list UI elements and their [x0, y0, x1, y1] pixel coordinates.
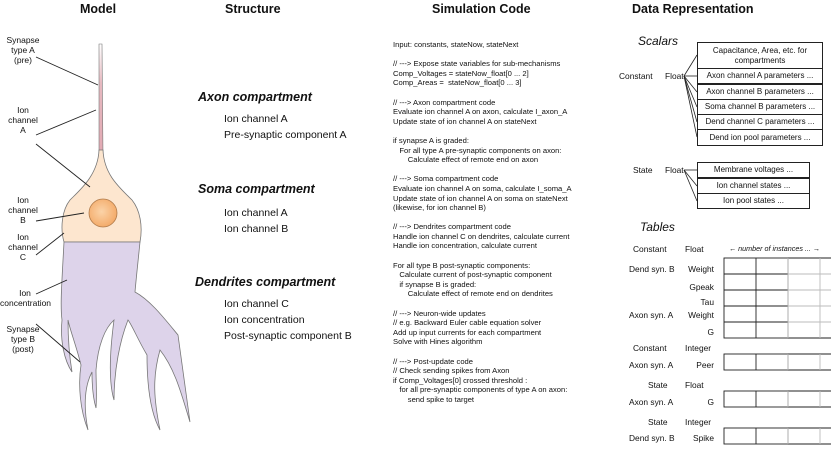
- code-line: (likewise, for ion channel B): [393, 203, 486, 213]
- table-group-label: Axon syn. A: [629, 360, 674, 370]
- label-synapse-type-b: Synapse type B (post): [6, 324, 40, 354]
- table-field-label: Weight: [688, 264, 714, 274]
- scalar-constant-box: Axon channel B parameters ...: [697, 84, 823, 100]
- table-field-label: Peer: [696, 360, 714, 370]
- scalar-constant-box: Soma channel B parameters ...: [697, 99, 823, 115]
- header-model: Model: [80, 2, 117, 16]
- scalar-state-box: Membrane voltages ...: [697, 162, 810, 178]
- table-type-label: Integer: [685, 417, 712, 427]
- code-line: For all type B post-synaptic components:: [393, 260, 531, 270]
- label-ion-channel-b: Ion channel B: [8, 195, 38, 225]
- table-type-label: Float: [685, 380, 704, 390]
- table-group-label: Dend syn. B: [629, 433, 675, 443]
- code-line: // ---> Axon compartment code: [393, 97, 496, 107]
- structure-item: Ion channel A: [224, 113, 288, 125]
- code-line: // ---> Neuron-wide updates: [393, 308, 486, 318]
- code-line: for all pre-synaptic components of type A on axon:: [393, 385, 568, 395]
- table-kind-label: Constant: [633, 343, 667, 353]
- scalars-float-label: Float: [665, 71, 684, 81]
- code-line: // ---> Soma compartment code: [393, 174, 499, 184]
- scalar-constant-box: Dend channel C parameters ...: [697, 114, 823, 130]
- table-field-label: Spike: [693, 433, 714, 443]
- code-line: Handle ion channel C on dendrites, calculate current: [393, 231, 570, 241]
- table-kind-label: State: [648, 417, 668, 427]
- code-line: Update state of ion channel A on stateNext: [393, 116, 537, 126]
- code-line: Input: constants, stateNow, stateNext: [393, 40, 519, 49]
- code-line: if Comp_Voltages[0] crossed threshold :: [393, 375, 528, 385]
- code-line: // Check sending spikes from Axon: [393, 366, 510, 376]
- structure-item: Ion channel C: [224, 298, 289, 310]
- code-line: Evaluate ion channel A on soma, calculate I_soma_A: [393, 183, 572, 193]
- code-line: Comp_Voltages = stateNow_float[0 ... 2]: [393, 68, 529, 78]
- scalar-state-box: Ion pool states ...: [697, 193, 810, 209]
- table-type-label: Float: [685, 244, 704, 254]
- scalar-constant-box: Dend ion pool parameters ...: [697, 129, 823, 146]
- code-line: // ---> Post-update code: [393, 356, 473, 366]
- table-group-label: Dend syn. B: [629, 264, 675, 274]
- header-simulation-code: Simulation Code: [432, 2, 531, 16]
- label-synapse-type-a: Synapse type A (pre): [6, 35, 40, 65]
- code-line: For all type A pre-synaptic components on axon:: [393, 145, 562, 155]
- code-line: Calculate effect of remote end on axon: [393, 155, 539, 165]
- code-line: // e.g. Backward Euler cable equation solver: [393, 318, 542, 328]
- label-ion-channel-a: Ion channel A: [8, 105, 38, 135]
- instances-note: ← number of instances ... →: [729, 244, 821, 253]
- structure-item: Ion channel B: [224, 223, 289, 235]
- code-line: // ---> Expose state variables for sub-mechanisms: [393, 59, 561, 69]
- scalar-constant-box: Axon channel A parameters ...: [697, 68, 823, 84]
- code-line: // ---> Dendrites compartment code: [393, 222, 511, 232]
- scalar-constant-box: Capacitance, Area, etc. for compartments: [697, 42, 823, 69]
- table-group-label: Axon syn. A: [629, 397, 674, 407]
- code-line: Solve with Hines algorithm: [393, 337, 483, 347]
- label-ion-concentration: Ion concentration: [0, 288, 52, 308]
- table-kind-label: Constant: [633, 244, 667, 254]
- scalar-state-box: Ion channel states ...: [697, 178, 810, 194]
- structure-item: Ion channel A: [224, 207, 288, 219]
- structure-item: Post-synaptic component B: [224, 330, 352, 342]
- table-field-label: Tau: [700, 297, 714, 307]
- table-field-label: G: [707, 397, 714, 407]
- dendrites-compartment-title: Dendrites compartment: [195, 275, 336, 289]
- scalars-title: Scalars: [638, 34, 679, 48]
- code-line: Update state of ion channel A on soma on stateNext: [393, 193, 568, 203]
- table-kind-label: State: [648, 380, 668, 390]
- tables-title: Tables: [640, 220, 675, 234]
- soma-compartment-title: Soma compartment: [198, 182, 315, 196]
- code-line: Evaluate ion channel A on axon, calculate I_axon_A: [393, 107, 568, 117]
- code-line: Calculate effect of remote end on dendrites: [393, 289, 553, 299]
- header-data-representation: Data Representation: [632, 2, 754, 16]
- code-line: Calculate current of post-synaptic component: [393, 270, 552, 280]
- code-line: if synapse A is graded:: [393, 135, 469, 145]
- axon-compartment-title: Axon compartment: [198, 90, 312, 104]
- code-line: Handle ion concentration, calculate current: [393, 241, 537, 251]
- table-field-label: Gpeak: [689, 282, 714, 292]
- table-field-label: G: [707, 327, 714, 337]
- scalars-constant-label: Constant: [619, 71, 653, 81]
- table-type-label: Integer: [685, 343, 712, 353]
- table-field-label: Weight: [688, 310, 714, 320]
- code-line: Add up input currents for each compartment: [393, 327, 542, 337]
- structure-item: Ion concentration: [224, 314, 305, 326]
- code-line: Comp_Areas = stateNow_float[0 ... 3]: [393, 78, 522, 88]
- code-line: if synapse B is graded:: [393, 279, 477, 289]
- table-group-label: Axon syn. A: [629, 310, 674, 320]
- code-line: send spike to target: [393, 394, 475, 404]
- scalars-state-label: State: [633, 165, 653, 175]
- scalars-state-float-label: Float: [665, 165, 684, 175]
- label-ion-channel-c: Ion channel C: [8, 232, 38, 262]
- structure-item: Pre-synaptic component A: [224, 129, 347, 141]
- header-structure: Structure: [225, 2, 281, 16]
